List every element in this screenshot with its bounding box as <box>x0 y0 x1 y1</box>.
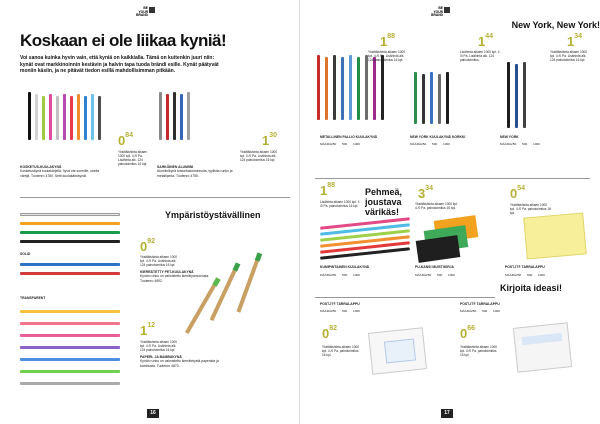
price-info: Yksittäishinta alkaen 1000 kpl. 4 /0 Pa. Lisähinta alk. 124 painotoimitus 16 kpl. <box>550 50 588 62</box>
sticky-notes-white-2 <box>513 322 572 373</box>
price-info: Yksittäishinta alkaen 1000 kpl. 4 /0 Pa. Lisähinta alk. 124 painotoimitus 16 kpl. <box>140 340 178 352</box>
price-int: 1 <box>567 34 575 49</box>
label-solid: SOLID <box>20 252 31 256</box>
price-dec: 44 <box>485 33 494 40</box>
section-divider <box>315 297 495 298</box>
price-dec: 34 <box>425 185 434 192</box>
product-desc-eco2 <box>140 355 220 368</box>
price-top-2 <box>478 33 493 51</box>
price-int: 0 <box>322 326 330 341</box>
pen-t-pink <box>20 322 120 325</box>
desc-title-metal: METALLINEN PALLIO KUULAKYNÄ <box>320 135 378 139</box>
price-dec: 54 <box>517 185 526 192</box>
brand-logo-icon <box>444 7 450 13</box>
bamboo-pen-group <box>205 240 285 330</box>
pen-orange <box>77 94 80 140</box>
brand-logo <box>135 7 155 22</box>
pen-h-white <box>20 213 120 216</box>
notebook-black <box>416 235 461 263</box>
pen-lightblue <box>91 94 94 140</box>
price-bottom-1 <box>322 325 337 343</box>
pen-ny-green <box>414 72 417 124</box>
price-top-1 <box>380 33 395 51</box>
price-alu-pen <box>262 132 277 150</box>
price-table-1: MÄÄRÄ250 500 1000 <box>320 142 360 146</box>
pen-alu-red <box>166 94 169 140</box>
product-desc-alu <box>157 165 247 178</box>
desc-title-bottom-1: POST-IT® TARRALAPPU <box>320 302 360 306</box>
price-mid-1 <box>320 182 335 200</box>
price-mid-2 <box>418 185 433 203</box>
desc-body: Kosketuskynä kuulakärjellä, hyvä ote sormille, useita värejä. Tuotenro 4780. Setti kuulakärkikynät. <box>20 169 100 178</box>
price-bottom-2 <box>460 325 475 343</box>
brand-logo-icon <box>149 7 155 13</box>
pen-h-blue <box>20 263 120 266</box>
pen-ny2-grey <box>523 62 526 128</box>
price-dec: 88 <box>327 182 336 189</box>
price-table-8: MÄÄRÄ250 500 1000 <box>460 309 500 313</box>
pen-metal-blue <box>341 57 344 120</box>
sticky-notes-yellow <box>523 212 586 259</box>
pen-bamboo-1 <box>185 280 218 334</box>
pen-t-yellow <box>20 310 120 313</box>
pen-metal-black-2 <box>381 55 384 120</box>
pen-bamboo-2 <box>210 265 239 321</box>
pen-ny-black <box>422 74 425 124</box>
desc-title-sticky: POST-IT® TARRALAPPU <box>505 265 545 269</box>
price-int: 0 <box>118 133 126 148</box>
desc-title: SAHKÖINEN ALUMIINI <box>157 165 194 169</box>
price-touch-pen <box>118 132 133 150</box>
pen-black <box>28 92 31 140</box>
pen-pink <box>49 94 52 140</box>
desc-title-bottom-2: POST-IT® TARRALAPPU <box>460 302 500 306</box>
price-dec: 92 <box>147 238 156 245</box>
pen-alu-silver <box>187 92 190 140</box>
brand-logo-text: BE YOUR BRAND <box>431 6 443 18</box>
price-table-3: MÄÄRÄ250 500 1000 <box>500 142 540 146</box>
right-page <box>300 0 600 424</box>
sticky-notes-logo <box>384 338 416 363</box>
touch-pen-group <box>26 88 116 140</box>
price-info: Yksittäishinta alkaen 1000 kpl. 4 /0 Pa. Lisähinta alk. 124 painotoimitus 16 kpl. <box>368 50 406 62</box>
pen-t-blue <box>20 358 120 361</box>
pen-alu-grey <box>159 92 162 140</box>
pen-metal-grey <box>365 55 368 120</box>
price-int: 0 <box>510 186 518 201</box>
page-number: 16 <box>147 409 159 418</box>
pen-h-red <box>20 272 120 275</box>
pen-red <box>70 96 73 140</box>
price-int: 1 <box>262 133 270 148</box>
price-int: 1 <box>380 34 388 49</box>
pen-alu-blue <box>180 94 183 140</box>
pen-metal-black <box>333 55 336 120</box>
price-info: Lisähinta alkaen 1000 kpl. 4 /0 Pa. Lisähinta alk. 124 painotoimitus. <box>460 50 500 62</box>
pen-t-magenta <box>20 334 120 337</box>
pen-ny-blue <box>430 72 433 124</box>
pen-clip-2 <box>233 262 241 271</box>
price-top-3 <box>567 33 582 51</box>
price-table-5: MÄÄRÄ250 500 1000 <box>415 273 455 277</box>
desc-title-ny2: NEW YORK <box>500 135 519 139</box>
desc-body: Alumiinikynä kosketustoiminnolla, tyylikäs runko ja metallipinta. Tuotenro 4755. <box>157 169 233 178</box>
notebook-stack <box>415 218 485 263</box>
desc-title: KOSKETUS-KUULAKYNÄ <box>20 165 62 169</box>
price-table-4: MÄÄRÄ250 500 1000 <box>320 273 360 277</box>
desc-body: Kynän runko on valmistettu kierrätetystä paperista ja bambusta. Tuotenro 4870. <box>140 359 219 368</box>
desc-title: KIERRÄTETTY PET-KUULAKYNÄ <box>140 270 194 274</box>
price-dec: 82 <box>329 325 338 332</box>
intro-text: Voi sanoa kuinka hyvin vain, että kyniä on kaikkialla. Tämä on kuitenkin juuri niin: kynät ovat markkinoinnin kestävin ja halvin tapa tuoda brändi esille. Kynät päätyvät moniin käsiin, ja ne pitävät tiedon esillä mahdollisimman pitkään. <box>20 55 219 74</box>
page-number: 17 <box>441 409 453 418</box>
pen-h-green <box>20 231 120 234</box>
price-info: Yksittäishinta alkaen 1000 kpl. 4 /0 Pa. painotoimitus 16 kpl. <box>415 202 458 210</box>
price-int: 3 <box>418 186 426 201</box>
pen-blue <box>84 96 87 140</box>
price-dec: 30 <box>269 132 278 139</box>
price-info: Lisähinta alkaen 1000 kpl. 4 /0 Pa. painotoimitus 16 kpl. <box>320 200 360 208</box>
price-info: Yksittäishinta alkaen 1000 kpl. 4 /0 Pa. Lisähinta alk. 124 painotoimitus 16 kpl. <box>240 150 278 162</box>
transparent-pen-group <box>20 305 130 405</box>
section-divider <box>20 197 290 198</box>
desc-body: Kynän runko on valmistettu kierrätysmuovista. Tuotenro 4892. <box>140 274 210 283</box>
pen-h-orange <box>20 222 120 225</box>
price-table-7: MÄÄRÄ250 500 1000 <box>320 309 360 313</box>
pen-clip-1 <box>212 277 220 286</box>
pen-metal-lightblue <box>349 55 352 120</box>
price-dec: 12 <box>147 322 156 329</box>
price-table-6: MÄÄRÄ250 500 1000 <box>505 273 545 277</box>
pen-grey <box>98 96 101 140</box>
pen-metal-purple <box>373 57 376 120</box>
pen-ny2-blue <box>515 64 518 128</box>
price-dec: 34 <box>574 33 583 40</box>
pen-ny-black-2 <box>446 72 449 124</box>
pen-metal-green <box>357 57 360 120</box>
price-int: 1 <box>140 323 148 338</box>
pen-clip-3 <box>255 252 262 261</box>
pen-silver-2 <box>56 96 59 140</box>
solid-pen-group <box>20 208 130 293</box>
notes-title: Kirjoita ideasi! <box>500 283 563 293</box>
mid-title: Pehmeä, joustava värikäs! <box>365 187 403 217</box>
page-title: Koskaan ei ole liikaa kyniä! <box>20 31 227 50</box>
pen-t-clear <box>20 382 120 385</box>
price-int: 1 <box>320 183 328 198</box>
price-dec: 84 <box>125 132 134 139</box>
price-int: 1 <box>478 34 486 49</box>
pen-ny2-black <box>507 62 510 128</box>
ny-pen-group <box>412 70 492 125</box>
product-desc-touch <box>20 165 110 178</box>
label-transparent: TRANSPARENT <box>20 296 46 300</box>
price-dec: 66 <box>467 325 476 332</box>
pen-h-black <box>20 240 120 243</box>
brand-logo <box>430 7 450 22</box>
ny2-pen-group <box>505 60 565 130</box>
price-eco-bamboo <box>140 322 155 340</box>
rubber-pen-group <box>320 220 415 260</box>
pen-silver <box>35 94 38 140</box>
desc-title-notebook: PU-KANSI MUISTIKIRJA <box>415 265 454 269</box>
eco-title: Ympäristöystävällinen <box>165 210 261 220</box>
pen-metal-red <box>317 55 320 120</box>
price-table-2: MÄÄRÄ250 500 1000 <box>410 142 450 146</box>
pen-t-green <box>20 370 120 373</box>
brand-logo-text: BE YOUR BRAND <box>136 6 148 18</box>
pen-green <box>42 96 45 140</box>
price-info: Yksittäishinta alkaen 1000 kpl. 4 /0 Pa. Lisähinta alk. 124 painotoimitus 16 kpl. <box>118 150 148 166</box>
price-int: 0 <box>140 239 148 254</box>
desc-title: PAPERI- JA BAMBUKYNÄ <box>140 355 182 359</box>
section-divider <box>315 178 590 179</box>
desc-title-ny: NEW YORK KUULAKYNÄ KORKKI <box>410 135 466 139</box>
price-int: 0 <box>460 326 468 341</box>
pen-alu-black <box>173 92 176 140</box>
pen-ny-grey <box>438 74 441 124</box>
price-dec: 88 <box>387 33 396 40</box>
pen-purple <box>63 94 66 140</box>
ny-title: New York, New York! <box>511 20 600 30</box>
price-info: Yksittäishinta alkaen 1000 kpl. 4 /0 Pa. painotoimitus 16 kpl. <box>510 203 551 215</box>
alu-pen-group <box>157 90 207 140</box>
price-info: Yksittäishinta alkaen 1000 kpl. 4 /0 Pa. painotoimitus 16 kpl. <box>322 345 360 357</box>
desc-title-rubber: KUMIPINTAINEN KUULAKYNÄ <box>320 265 370 269</box>
pen-t-purple <box>20 346 120 349</box>
price-mid-3 <box>510 185 525 203</box>
pen-metal-orange <box>325 57 328 120</box>
price-info: Yksittäishinta alkaen 1000 kpl. 4 /0 Pa. Lisähinta alk. 124 painotoimitus 16 kpl. <box>140 255 178 267</box>
price-info: Yksittäishinta alkaen 1000 kpl. 4 /0 Pa. painotoimitus 16 kpl. <box>460 345 498 357</box>
price-eco-pet <box>140 238 155 256</box>
